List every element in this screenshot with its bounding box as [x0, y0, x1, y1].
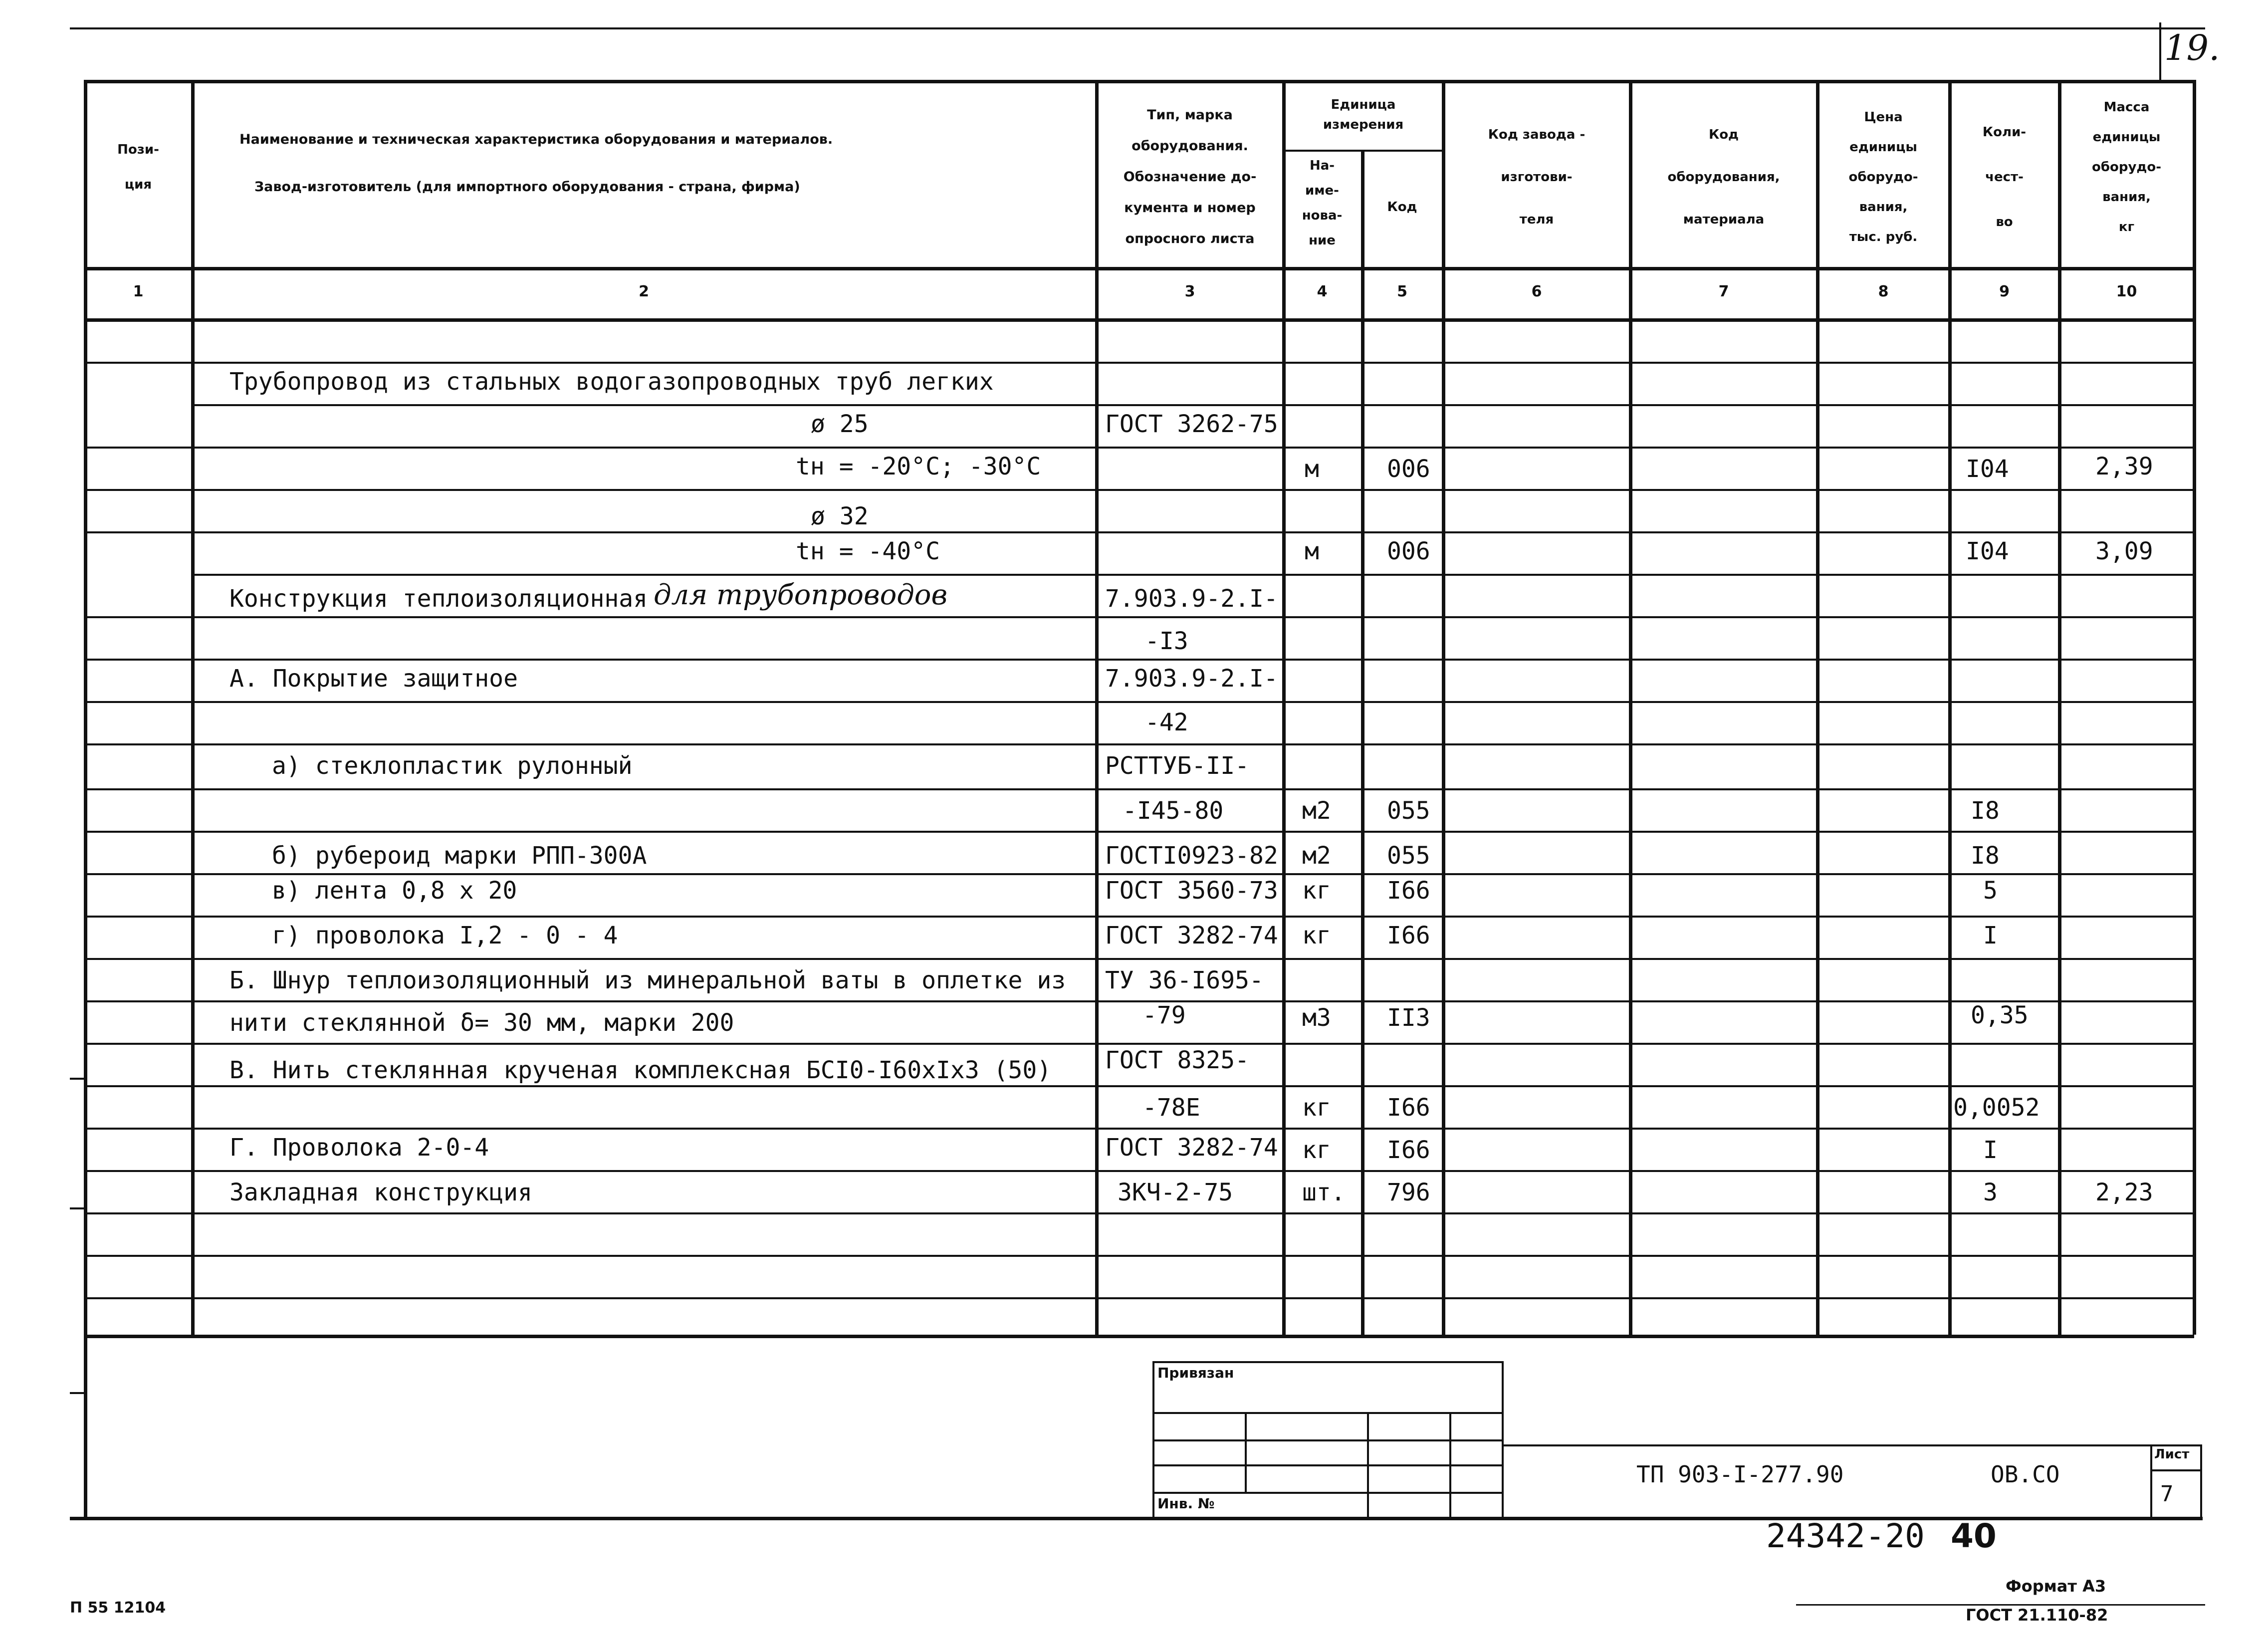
header-col8-line5: тыс. руб.	[1849, 230, 1918, 244]
column-number: 5	[1397, 283, 1407, 300]
row-unit: м3	[1302, 1004, 1331, 1032]
header-col9-line3: во	[1996, 215, 2013, 230]
row-mass: 2,39	[2095, 453, 2153, 480]
row-doc: ГОСТ 8325-	[1105, 1046, 1249, 1074]
row-unit: шт.	[1302, 1179, 1346, 1206]
row-name: tн = -20°C; -30°C	[796, 453, 1041, 480]
row-unit: кг	[1302, 922, 1331, 949]
row-doc: ГОСТ 3282-74	[1105, 922, 1278, 949]
row-code: I66	[1387, 877, 1430, 905]
row-name: tн = -40°C	[796, 537, 940, 565]
row-doc: -I3	[1145, 627, 1188, 655]
row-qty: 0,0052	[1953, 1094, 2040, 1122]
header-col8-line4: вания,	[1859, 200, 1908, 215]
header-unit-line1: Единица	[1331, 97, 1396, 112]
row-unit: кг	[1302, 1094, 1331, 1122]
footer-left-code: П 55 12104	[70, 1599, 166, 1617]
sheet-number: 7	[2160, 1481, 2174, 1507]
row-qty: I	[1983, 922, 1998, 949]
row-doc: 7.903.9-2.I-	[1105, 585, 1278, 613]
header-col4-line2: име-	[1305, 183, 1339, 198]
header-col3-line3: Обозначение до-	[1123, 169, 1257, 185]
row-doc: ГОСТ 3262-75	[1105, 410, 1278, 438]
row-name: А. Покрытие защитное	[229, 665, 518, 693]
header-col10-line4: вания,	[2102, 190, 2151, 205]
row-name: а) стеклопластик рулонный	[272, 752, 633, 780]
row-qty: I	[1983, 1136, 1998, 1164]
inv-label: Инв. №	[1157, 1495, 1215, 1512]
header-col9-line1: Коли-	[1982, 125, 2027, 140]
row-qty: I8	[1971, 842, 2000, 870]
row-name: Закладная конструкция	[229, 1179, 532, 1206]
row-qty: 5	[1983, 877, 1998, 905]
header-col9-line2: чест-	[1985, 170, 2024, 185]
row-unit: кг	[1302, 1136, 1331, 1164]
row-qty: 0,35	[1971, 1001, 2029, 1029]
row-unit: м2	[1302, 842, 1331, 870]
row-doc: ГОСТI0923-82	[1105, 842, 1278, 870]
row-qty: I04	[1966, 537, 2009, 565]
header-col1-line1: Пози-	[117, 142, 159, 157]
header-col10-line5: кг	[2118, 220, 2135, 235]
row-doc: ГОСТ 3282-74	[1105, 1134, 1278, 1162]
row-name: в) лента 0,8 х 20	[272, 877, 517, 905]
row-doc: ГОСТ 3560-73	[1105, 877, 1278, 905]
header-col3-line2: оборудования.	[1132, 138, 1248, 154]
column-number: 6	[1531, 283, 1542, 300]
row-code: 055	[1387, 842, 1430, 870]
row-doc: РСТТУБ-II-	[1105, 752, 1249, 780]
row-name: Г. Проволока 2-0-4	[229, 1134, 489, 1162]
row-doc: ТУ 36-I695-	[1105, 966, 1264, 994]
row-qty: I8	[1971, 797, 2000, 825]
header-col7-line2: оборудования,	[1667, 170, 1780, 185]
row-unit: м	[1305, 455, 1319, 483]
row-unit: кг	[1302, 877, 1331, 905]
row-name: б) рубероид марки РПП-300А	[272, 842, 647, 870]
document-code: ТП 903-I-277.90	[1636, 1461, 1844, 1488]
row-code: 006	[1387, 455, 1430, 483]
row-mass: 3,09	[2095, 537, 2153, 565]
header-col3-line5: опросного листа	[1125, 231, 1255, 246]
header-col5: Код	[1387, 200, 1417, 215]
header-col8-line3: оборудо-	[1848, 170, 1918, 185]
sheet-label: Лист	[2154, 1447, 2190, 1462]
row-name: Трубопровод из стальных водогазопроводных труб легких	[229, 368, 994, 396]
header-col3-line1: Тип, марка	[1147, 107, 1233, 123]
column-number: 1	[133, 283, 144, 300]
row-code: 055	[1387, 797, 1430, 825]
row-unit: м2	[1302, 797, 1331, 825]
header-col10-line1: Масса	[2103, 100, 2150, 115]
row-doc: -I45-80	[1123, 797, 1224, 825]
row-doc: -42	[1145, 708, 1188, 736]
row-name: ø 25	[811, 410, 869, 438]
row-doc: -79	[1142, 1001, 1186, 1029]
column-number: 10	[2116, 283, 2137, 300]
header-col4-line4: ние	[1309, 233, 1336, 248]
header-col2-line1: Наименование и техническая характеристика оборудования и материалов.	[239, 132, 833, 147]
header-col1-line2: ция	[124, 177, 152, 192]
document-section: ОВ.СО	[1991, 1461, 2060, 1488]
row-name: нити стеклянной δ= 30 мм, марки 200	[229, 1009, 734, 1037]
row-code: I66	[1387, 922, 1430, 949]
row-mass: 2,23	[2095, 1179, 2153, 1206]
row-qty: 3	[1983, 1179, 1998, 1206]
row-name: ø 32	[811, 502, 869, 530]
header-col10-line2: единицы	[2092, 130, 2161, 145]
row-name: г) проволока I,2 - 0 - 4	[272, 922, 618, 949]
row-name: Конструкция теплоизоляционная	[229, 585, 648, 613]
column-number: 4	[1317, 283, 1328, 300]
header-col6-line2: изготови-	[1501, 170, 1573, 185]
header-col7-line3: материала	[1683, 212, 1765, 227]
handwritten-page-number: 40	[1951, 1517, 1997, 1555]
row-doc: 7.903.9-2.I-	[1105, 665, 1278, 693]
row-doc: ЗКЧ-2-75	[1118, 1179, 1233, 1206]
row-name-handwritten: для трубопроводов	[654, 579, 948, 611]
row-name: В. Нить стеклянная крученая комплексная БСI0-I60хIх3 (50)	[229, 1056, 1052, 1084]
footer-format: Формат А3	[2006, 1577, 2106, 1596]
row-code: I66	[1387, 1136, 1430, 1164]
row-name: Б. Шнур теплоизоляционный из минеральной ваты в оплетке из	[229, 966, 1066, 994]
header-col7-line1: Код	[1708, 127, 1739, 142]
row-code: 796	[1387, 1179, 1430, 1206]
header-col8-line1: Цена	[1864, 110, 1903, 125]
header-col3-line4: кумента и номер	[1124, 200, 1256, 216]
column-number: 7	[1718, 283, 1729, 300]
column-number: 3	[1184, 283, 1195, 300]
column-number: 2	[639, 283, 649, 300]
row-code: II3	[1387, 1004, 1430, 1032]
header-unit-line2: измерения	[1323, 117, 1404, 132]
header-col6-line3: теля	[1519, 212, 1554, 227]
row-qty: I04	[1966, 455, 2009, 483]
row-code: 006	[1387, 537, 1430, 565]
header-col4-line3: нова-	[1302, 208, 1343, 223]
column-number: 8	[1878, 283, 1889, 300]
footer-gost: ГОСТ 21.110-82	[1966, 1606, 2108, 1625]
row-code: I66	[1387, 1094, 1430, 1122]
privyazan-label: Привязан	[1157, 1365, 1234, 1381]
row-unit: м	[1305, 537, 1319, 565]
header-col10-line3: оборудо-	[2091, 160, 2162, 175]
row-doc: -78Е	[1142, 1094, 1200, 1122]
handwritten-registration-number: 24342-20	[1766, 1517, 1925, 1555]
header-col2-line2: Завод-изготовитель (для импортного оборудования - страна, фирма)	[254, 179, 800, 195]
sheet-corner-number: 19.	[2164, 27, 2220, 68]
header-col8-line2: единицы	[1849, 140, 1917, 155]
column-number: 9	[1999, 283, 2010, 300]
header-col4-line1: На-	[1309, 158, 1335, 173]
header-col6-line1: Код завода -	[1488, 127, 1586, 142]
